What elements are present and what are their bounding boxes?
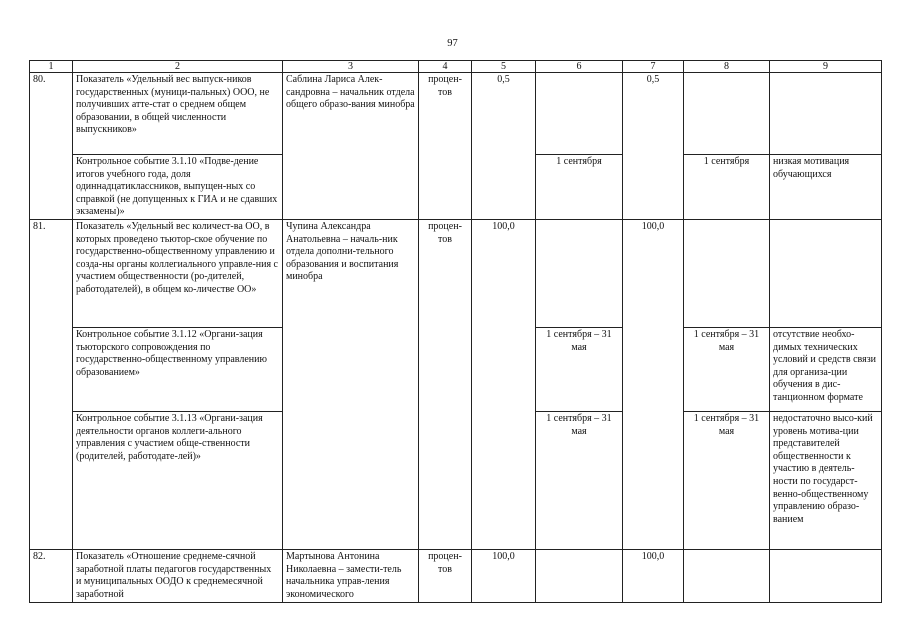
- date-col8: 1 сентября: [684, 155, 770, 220]
- row-number: 81.: [30, 220, 73, 550]
- date-col6: 1 сентября – 31 мая: [536, 328, 623, 412]
- value-col7: 0,5: [623, 73, 684, 220]
- value-col5: 100,0: [472, 220, 536, 550]
- responsible-text: Саблина Лариса Алек-сандровна – начальник отдела общего образо-вания минобра: [283, 73, 419, 220]
- date-col8: 1 сентября – 31 мая: [684, 328, 770, 412]
- column-header: 4: [419, 61, 472, 73]
- empty-cell: [684, 220, 770, 328]
- control-event-text: Контрольное событие 3.1.13 «Органи-зация деятельности органов коллеги-ального управления с участием обще-ственности (родителей, работодате-лей)»: [73, 412, 283, 550]
- unit-text: процен-тов: [419, 550, 472, 603]
- table-row: [30, 73, 882, 155]
- indicator-text: Показатель «Удельный вес количест-ва ОО, в которых проведено тьютор-ское обучение по государственно-общественному управлению и созда-ны органы коллегиального управле-ния с участием общественности (ро-дителей, работодателей), в общем ко-личестве ОО»: [73, 220, 283, 328]
- column-header: 9: [770, 61, 882, 73]
- control-event-text: Контрольное событие 3.1.12 «Органи-зация тьюторского сопровождения по государственно-общественному управлению образованием»: [73, 328, 283, 412]
- date-col6: 1 сентября: [536, 155, 623, 220]
- indicator-text: Показатель «Удельный вес выпуск-ников государственных (муници-пальных) ООО, не получивших атте-стат о среднем общем образовании, в общей численности выпускников»: [73, 73, 283, 155]
- value-col5: 0,5: [472, 73, 536, 220]
- responsible-text: Чупина Александра Анатольевна – началь-ник отдела дополни-тельного образования и воспитания минобра: [283, 220, 419, 550]
- column-header: 6: [536, 61, 623, 73]
- column-header: 5: [472, 61, 536, 73]
- risk-text: отсутствие необхо-димых технических условий и средств связи для организа-ции обучения в дис-танционном формате: [770, 328, 882, 412]
- column-header: 7: [623, 61, 684, 73]
- date-col8: 1 сентября – 31 мая: [684, 412, 770, 550]
- responsible-text: Мартынова Антонина Николаевна – замести-тель начальника управ-ления экономического: [283, 550, 419, 603]
- empty-cell: [684, 73, 770, 155]
- table-row: [30, 550, 882, 603]
- risk-text: недостаточно высо-кий уровень мотива-ции представителей общественности к участию в деятель-ности по государст-венно-общественному управлению образо-ванием: [770, 412, 882, 550]
- empty-cell: [536, 550, 623, 603]
- empty-cell: [770, 73, 882, 155]
- column-header: 1: [30, 61, 73, 73]
- date-col6: 1 сентября – 31 мая: [536, 412, 623, 550]
- table-row: [30, 220, 882, 328]
- header-row: [30, 61, 882, 73]
- column-header: 2: [73, 61, 283, 73]
- value-col7: 100,0: [623, 550, 684, 603]
- risk-text: низкая мотивация обучающихся: [770, 155, 882, 220]
- unit-text: процен-тов: [419, 220, 472, 550]
- control-event-text: Контрольное событие 3.1.10 «Подве-дение итогов учебного года, доля одиннадцатиклассников, выпущен-ных со справкой (не допущенных к ГИА и не сдавших экзамены)»: [73, 155, 283, 220]
- row-number: 80.: [30, 73, 73, 220]
- unit-text: процен-тов: [419, 73, 472, 220]
- empty-cell: [770, 220, 882, 328]
- column-header: 3: [283, 61, 419, 73]
- indicator-text: Показатель «Отношение среднеме-сячной заработной платы педагогов государственных и муниципальных ООДО к среднемесячной заработной: [73, 550, 283, 603]
- empty-cell: [770, 550, 882, 603]
- value-col5: 100,0: [472, 550, 536, 603]
- empty-cell: [684, 550, 770, 603]
- row-number: 82.: [30, 550, 73, 603]
- column-header: 8: [684, 61, 770, 73]
- plan-table: [29, 60, 882, 603]
- value-col7: 100,0: [623, 220, 684, 550]
- empty-cell: [536, 73, 623, 155]
- empty-cell: [536, 220, 623, 328]
- page-number: 97: [447, 38, 458, 49]
